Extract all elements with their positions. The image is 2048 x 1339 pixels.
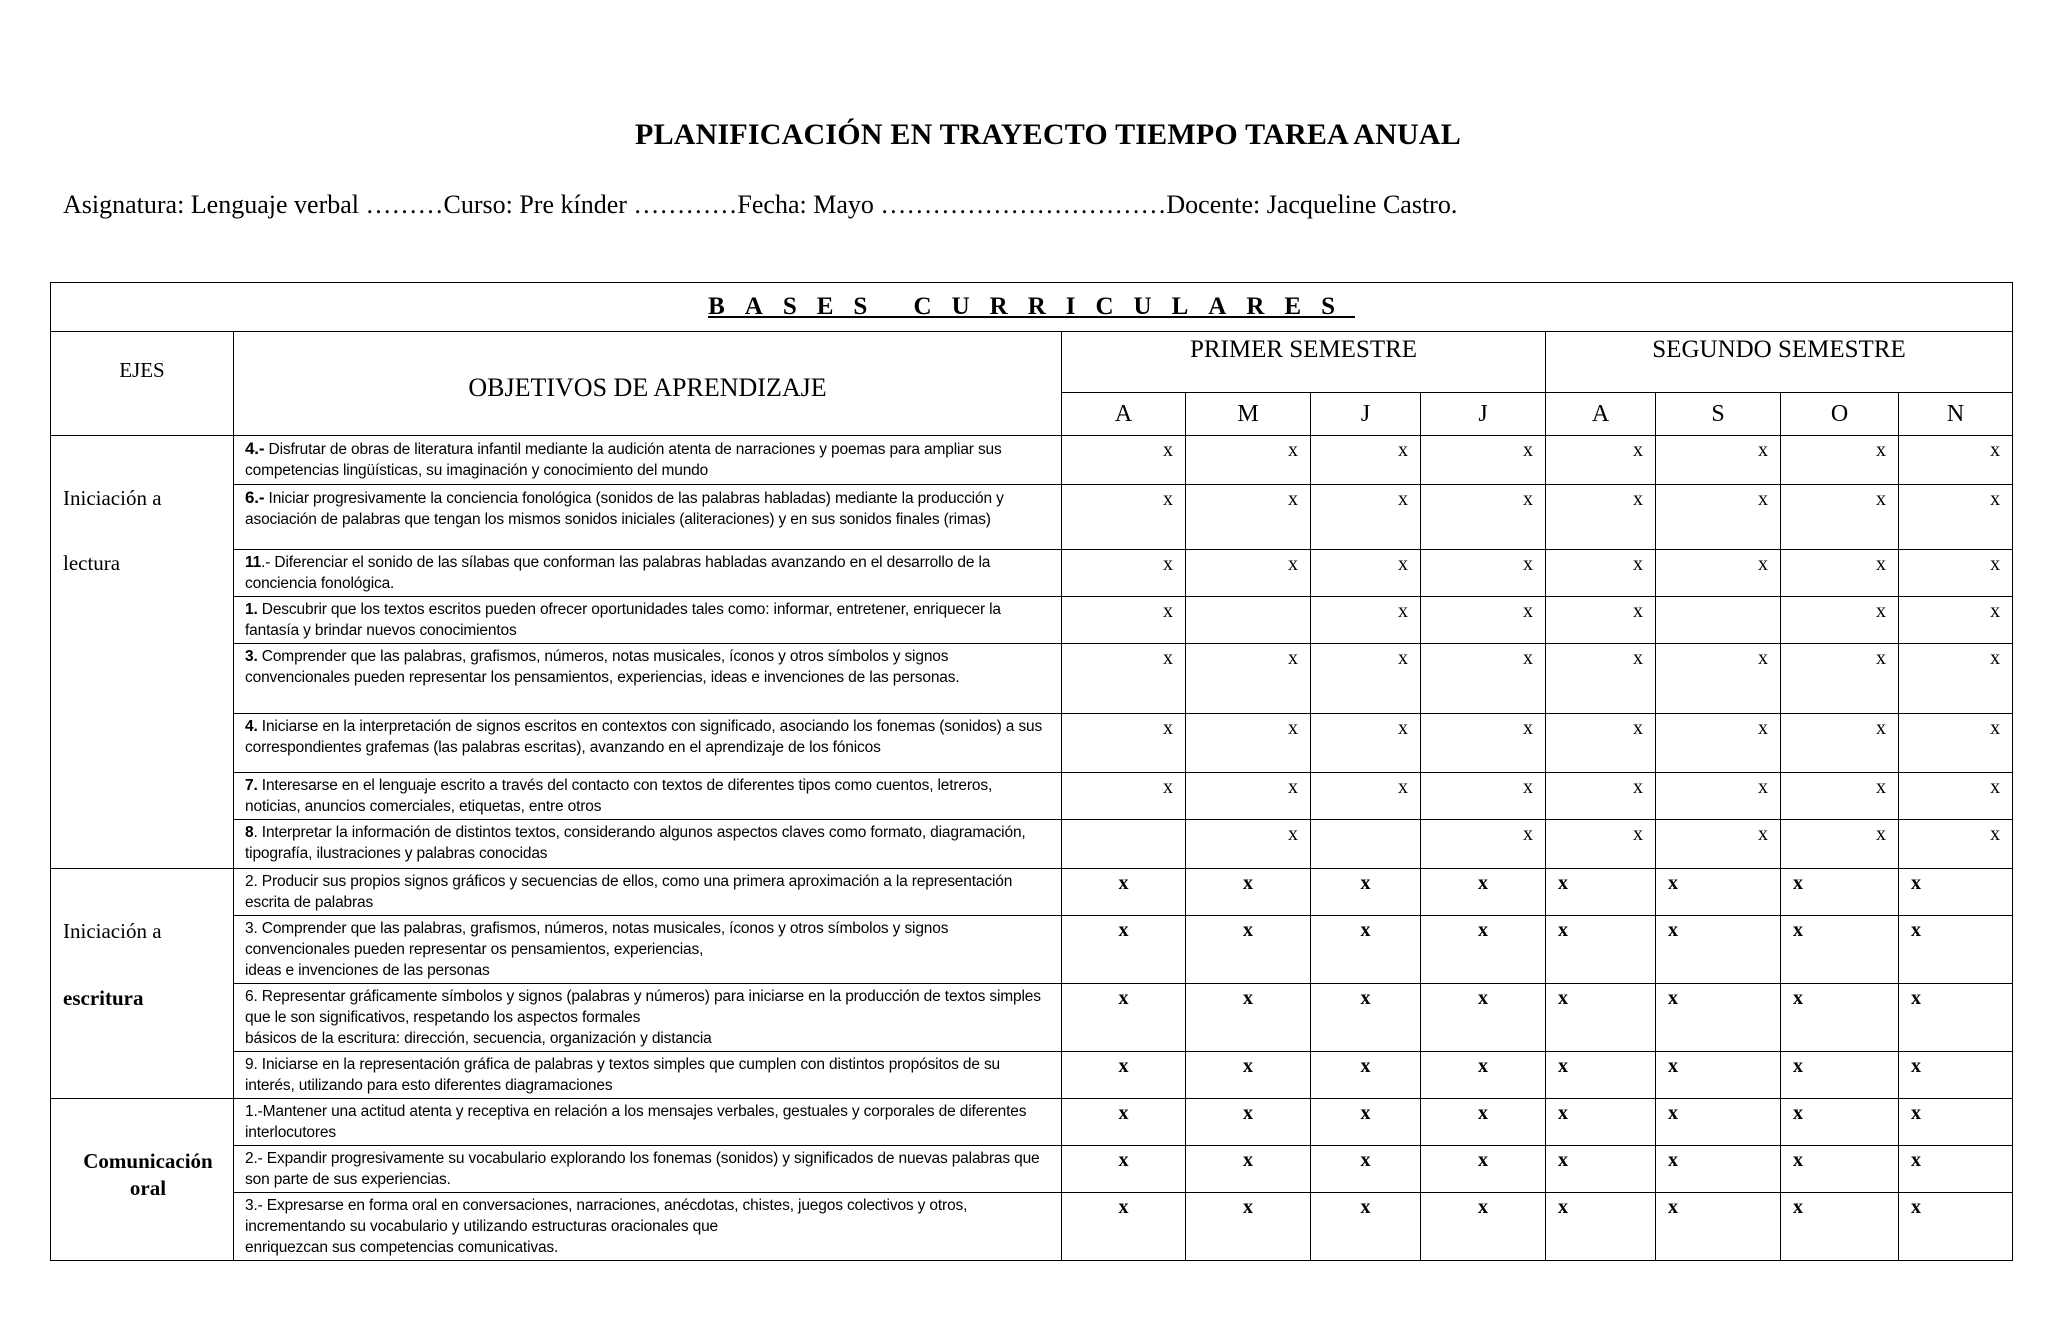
month-mark-cell: x xyxy=(1899,550,2013,597)
month-mark-cell: x xyxy=(1656,550,1781,597)
objective-text: 2. Producir sus propios signos gráficos y secuencias de ellos, como una primera aproximación a la representación escrita de palabras xyxy=(245,873,1013,911)
month-mark-cell: x xyxy=(1899,1146,2013,1193)
objective-text: 9. Iniciarse en la representación gráfica de palabras y textos simples que cumplen con distintos propósitos de su interés, utilizando para esto diferentes diagramaciones xyxy=(245,1056,1001,1094)
month-mark-cell: x xyxy=(1062,714,1186,773)
table-row xyxy=(51,485,2013,550)
month-mark-cell: x xyxy=(1781,916,1899,984)
month-mark-cell: x xyxy=(1311,597,1421,644)
month-mark-cell xyxy=(1186,597,1311,644)
month-mark-cell: x xyxy=(1311,984,1421,1052)
month-mark-cell: x xyxy=(1546,714,1656,773)
month-mark-cell: x xyxy=(1656,1146,1781,1193)
objective-text: Iniciar progresivamente la conciencia fonológica (sonidos de las palabras habladas) mediante la producción y asociación de palabras que tengan los mismos sonidos iniciales (aliteraciones) y en sus sonidos finales (rimas) xyxy=(245,490,1004,528)
month-mark-cell: x xyxy=(1186,820,1311,869)
objective-cell xyxy=(234,644,1062,714)
planning-body xyxy=(51,436,2013,1261)
objective-number: 1. xyxy=(245,601,258,618)
objective-cell xyxy=(234,550,1062,597)
objective-cell xyxy=(234,1193,1062,1261)
table-row xyxy=(51,820,2013,869)
primer-semestre-header: PRIMER SEMESTRE xyxy=(1062,332,1546,393)
objective-number: 3. xyxy=(245,648,258,665)
month-mark-cell: x xyxy=(1546,1146,1656,1193)
month-mark-cell: x xyxy=(1656,869,1781,916)
month-mark-cell: x xyxy=(1062,485,1186,550)
month-mark-cell: x xyxy=(1656,1193,1781,1261)
month-mark-cell xyxy=(1311,820,1421,869)
month-mark-cell: x xyxy=(1421,820,1546,869)
month-header: A xyxy=(1546,393,1656,436)
table-row xyxy=(51,984,2013,1052)
objective-cell xyxy=(234,1146,1062,1193)
month-mark-cell: x xyxy=(1186,869,1311,916)
axis-name-line2: oral xyxy=(129,1176,167,1200)
month-mark-cell: x xyxy=(1899,597,2013,644)
month-mark-cell: x xyxy=(1781,869,1899,916)
objective-number: 8 xyxy=(245,824,254,841)
month-mark-cell: x xyxy=(1656,916,1781,984)
month-mark-cell: x xyxy=(1311,485,1421,550)
month-mark-cell: x xyxy=(1421,869,1546,916)
table-row xyxy=(51,1193,2013,1261)
month-mark-cell: x xyxy=(1899,714,2013,773)
month-mark-cell: x xyxy=(1311,869,1421,916)
table-row xyxy=(51,1146,2013,1193)
objective-number: 7. xyxy=(245,777,258,794)
month-mark-cell: x xyxy=(1062,869,1186,916)
month-mark-cell: x xyxy=(1781,1146,1899,1193)
month-mark-cell: x xyxy=(1421,714,1546,773)
axis-name-line1: Comunicación xyxy=(83,1149,213,1173)
objective-text: Descubrir que los textos escritos pueden ofrecer oportunidades tales como: informar, entretener, enriquecer la fantasía y brindar nuevos conocimientos xyxy=(245,601,1001,639)
table-row xyxy=(51,1052,2013,1099)
month-mark-cell: x xyxy=(1781,1193,1899,1261)
month-mark-cell: x xyxy=(1062,1052,1186,1099)
table-row xyxy=(51,714,2013,773)
month-mark-cell: x xyxy=(1311,1052,1421,1099)
month-mark-cell: x xyxy=(1311,916,1421,984)
month-header: J xyxy=(1311,393,1421,436)
objective-number: 4.- xyxy=(245,439,265,458)
month-mark-cell: x xyxy=(1421,436,1546,485)
month-mark-cell: x xyxy=(1311,436,1421,485)
axis-name-line1: Iniciación a xyxy=(63,486,162,510)
month-mark-cell: x xyxy=(1186,1099,1311,1146)
objective-text: 3.- Expresarse en forma oral en conversaciones, narraciones, anécdotas, chistes, juegos colectivos y otros, incrementando su vocabulario y utilizando estructuras oracionales que enriquezcan sus competencias comunicativas. xyxy=(245,1197,968,1256)
month-header: O xyxy=(1781,393,1899,436)
objective-text: 1.-Mantener una actitud atenta y receptiva en relación a los mensajes verbales, gestuales y corporales de diferentes interlocutores xyxy=(245,1103,1027,1141)
month-mark-cell: x xyxy=(1186,916,1311,984)
month-mark-cell: x xyxy=(1421,1193,1546,1261)
ejes-header: EJES xyxy=(51,332,234,436)
objetivos-header: OBJETIVOS DE APRENDIZAJE xyxy=(234,332,1062,436)
table-row xyxy=(51,916,2013,984)
month-mark-cell: x xyxy=(1546,984,1656,1052)
month-mark-cell: x xyxy=(1421,597,1546,644)
month-mark-cell: x xyxy=(1421,916,1546,984)
month-mark-cell: x xyxy=(1421,773,1546,820)
month-mark-cell: x xyxy=(1899,869,2013,916)
objective-cell xyxy=(234,916,1062,984)
month-mark-cell: x xyxy=(1421,1146,1546,1193)
info-line: Asignatura: Lenguaje verbal ………Curso: Pre kínder …………Fecha: Mayo ……………………………Docente: Jacqueline Castro. xyxy=(63,190,1458,219)
month-mark-cell: x xyxy=(1186,1052,1311,1099)
month-mark-cell: x xyxy=(1546,436,1656,485)
month-header: J xyxy=(1421,393,1546,436)
axis-cell xyxy=(51,869,234,1099)
objective-cell xyxy=(234,714,1062,773)
month-mark-cell: x xyxy=(1656,773,1781,820)
objective-number: 6.- xyxy=(245,488,265,507)
objective-text: Comprender que las palabras, grafismos, números, notas musicales, íconos y otros símbolos y signos convencionales pueden representar los pensamientos, experiencias, ideas e invenciones de las personas. xyxy=(245,648,960,686)
month-mark-cell: x xyxy=(1656,820,1781,869)
month-mark-cell: x xyxy=(1899,436,2013,485)
month-mark-cell: x xyxy=(1421,1052,1546,1099)
month-mark-cell: x xyxy=(1421,550,1546,597)
month-mark-cell: x xyxy=(1546,773,1656,820)
month-mark-cell: x xyxy=(1311,1193,1421,1261)
month-mark-cell: x xyxy=(1781,773,1899,820)
month-mark-cell: x xyxy=(1186,550,1311,597)
axis-name-line2: escritura xyxy=(63,986,144,1010)
month-mark-cell: x xyxy=(1062,550,1186,597)
month-mark-cell: x xyxy=(1781,714,1899,773)
month-mark-cell: x xyxy=(1311,550,1421,597)
table-row xyxy=(51,1099,2013,1146)
objective-text: Disfrutar de obras de literatura infantil mediante la audición atenta de narraciones y poemas para ampliar sus competencias lingüísticas, su imaginación y conocimiento del mundo xyxy=(245,441,1002,479)
month-mark-cell: x xyxy=(1311,1099,1421,1146)
month-mark-cell: x xyxy=(1186,714,1311,773)
month-mark-cell: x xyxy=(1781,436,1899,485)
month-header: M xyxy=(1186,393,1311,436)
table-row xyxy=(51,550,2013,597)
month-mark-cell: x xyxy=(1311,714,1421,773)
objective-cell xyxy=(234,984,1062,1052)
objective-text: 2.- Expandir progresivamente su vocabulario explorando los fonemas (sonidos) y significados de nuevas palabras que son parte de sus experiencias. xyxy=(245,1150,1040,1188)
segundo-semestre-header: SEGUNDO SEMESTRE xyxy=(1546,332,2013,393)
month-mark-cell: x xyxy=(1062,984,1186,1052)
month-mark-cell: x xyxy=(1546,1193,1656,1261)
month-mark-cell: x xyxy=(1656,1052,1781,1099)
month-mark-cell: x xyxy=(1656,1099,1781,1146)
objective-cell xyxy=(234,485,1062,550)
month-mark-cell: x xyxy=(1186,773,1311,820)
axis-name-line2: lectura xyxy=(63,551,121,575)
month-mark-cell: x xyxy=(1421,485,1546,550)
month-mark-cell: x xyxy=(1186,1146,1311,1193)
month-mark-cell: x xyxy=(1546,644,1656,714)
month-mark-cell: x xyxy=(1062,773,1186,820)
month-mark-cell: x xyxy=(1899,485,2013,550)
month-mark-cell: x xyxy=(1062,1193,1186,1261)
month-mark-cell: x xyxy=(1311,1146,1421,1193)
month-mark-cell: x xyxy=(1899,1193,2013,1261)
month-mark-cell: x xyxy=(1899,773,2013,820)
month-mark-cell: x xyxy=(1656,436,1781,485)
objective-text: . Interpretar la información de distintos textos, considerando algunos aspectos claves como formato, diagramación, tipografía, ilustraciones y palabras conocidas xyxy=(245,824,1026,862)
month-mark-cell: x xyxy=(1899,916,2013,984)
month-mark-cell: x xyxy=(1656,984,1781,1052)
month-mark-cell: x xyxy=(1781,597,1899,644)
planning-table xyxy=(50,282,2013,1261)
month-mark-cell: x xyxy=(1062,644,1186,714)
month-mark-cell: x xyxy=(1546,820,1656,869)
objective-text: .- Diferenciar el sonido de las sílabas que conforman las palabras habladas avanzando en el desarrollo de la conciencia fonológica. xyxy=(245,554,991,592)
month-mark-cell: x xyxy=(1899,1099,2013,1146)
month-mark-cell: x xyxy=(1546,1099,1656,1146)
month-mark-cell: x xyxy=(1186,1193,1311,1261)
month-mark-cell: x xyxy=(1421,644,1546,714)
month-mark-cell: x xyxy=(1781,1052,1899,1099)
objective-number: 4. xyxy=(245,718,258,735)
month-mark-cell: x xyxy=(1062,1146,1186,1193)
month-mark-cell: x xyxy=(1546,485,1656,550)
month-mark-cell: x xyxy=(1546,869,1656,916)
month-mark-cell: x xyxy=(1781,984,1899,1052)
month-mark-cell: x xyxy=(1186,984,1311,1052)
month-mark-cell: x xyxy=(1546,916,1656,984)
month-mark-cell: x xyxy=(1656,714,1781,773)
month-mark-cell: x xyxy=(1899,1052,2013,1099)
objective-text: 3. Comprender que las palabras, grafismos, números, notas musicales, íconos y otros símbolos y signos convencionales pueden representar os pensamientos, experiencias, ideas e invenciones de las personas xyxy=(245,920,949,979)
month-mark-cell: x xyxy=(1546,550,1656,597)
table-row xyxy=(51,773,2013,820)
objective-cell xyxy=(234,869,1062,916)
objective-cell xyxy=(234,820,1062,869)
month-mark-cell: x xyxy=(1899,984,2013,1052)
month-mark-cell: x xyxy=(1546,1052,1656,1099)
month-mark-cell: x xyxy=(1546,597,1656,644)
bases-curriculares-banner: BASES CURRICULARES xyxy=(51,283,2013,332)
month-mark-cell: x xyxy=(1311,773,1421,820)
objective-text: Interesarse en el lenguaje escrito a través del contacto con textos de diferentes tipos como cuentos, letreros, noticias, anuncios comerciales, etiquetas, entre otros xyxy=(245,777,993,815)
month-mark-cell: x xyxy=(1899,644,2013,714)
month-mark-cell: x xyxy=(1656,485,1781,550)
month-mark-cell: x xyxy=(1421,984,1546,1052)
axis-name-line1: Iniciación a xyxy=(63,919,162,943)
page-title: PLANIFICACIÓN EN TRAYECTO TIEMPO TAREA ANUAL xyxy=(635,118,1461,151)
month-mark-cell: x xyxy=(1186,485,1311,550)
table-row xyxy=(51,869,2013,916)
month-mark-cell: x xyxy=(1781,820,1899,869)
month-mark-cell: x xyxy=(1899,820,2013,869)
table-row xyxy=(51,597,2013,644)
month-mark-cell: x xyxy=(1062,597,1186,644)
objective-cell xyxy=(234,773,1062,820)
month-mark-cell xyxy=(1656,597,1781,644)
objective-cell xyxy=(234,1052,1062,1099)
objective-cell xyxy=(234,1099,1062,1146)
month-mark-cell: x xyxy=(1781,1099,1899,1146)
month-mark-cell: x xyxy=(1656,644,1781,714)
objective-cell xyxy=(234,436,1062,485)
month-mark-cell xyxy=(1062,820,1186,869)
month-header: A xyxy=(1062,393,1186,436)
table-row xyxy=(51,644,2013,714)
month-mark-cell: x xyxy=(1062,436,1186,485)
axis-cell xyxy=(51,436,234,869)
month-header: S xyxy=(1656,393,1781,436)
table-row xyxy=(51,436,2013,485)
month-mark-cell: x xyxy=(1311,644,1421,714)
objective-text: Iniciarse en la interpretación de signos escritos en contextos con significado, asociando los fonemas (sonidos) a sus correspondientes grafemas (las palabras escritas), avanzando en el aprendizaje de los fónicos xyxy=(245,718,1043,756)
month-mark-cell: x xyxy=(1186,436,1311,485)
objective-number: 11 xyxy=(245,554,262,571)
objective-text: 6. Representar gráficamente símbolos y signos (palabras y números) para iniciarse en la producción de textos simples que le son significativos, respetando los aspectos formales básicos de la escritura: dirección, secuencia, organización y distancia xyxy=(245,988,1041,1047)
objective-cell xyxy=(234,597,1062,644)
month-mark-cell: x xyxy=(1421,1099,1546,1146)
month-mark-cell: x xyxy=(1781,485,1899,550)
month-mark-cell: x xyxy=(1781,550,1899,597)
month-mark-cell: x xyxy=(1062,1099,1186,1146)
month-mark-cell: x xyxy=(1062,916,1186,984)
month-header: N xyxy=(1899,393,2013,436)
month-mark-cell: x xyxy=(1186,644,1311,714)
axis-cell xyxy=(51,1099,234,1261)
month-mark-cell: x xyxy=(1781,644,1899,714)
